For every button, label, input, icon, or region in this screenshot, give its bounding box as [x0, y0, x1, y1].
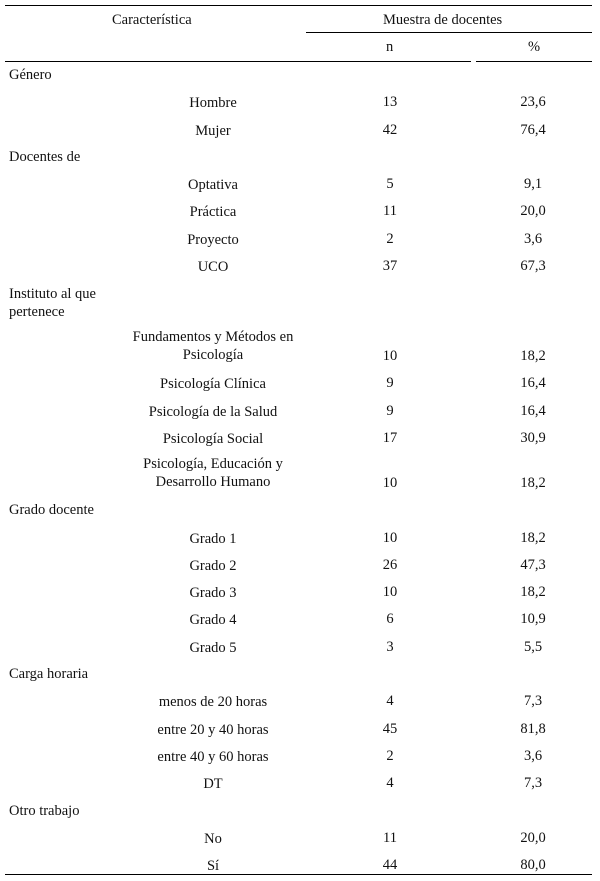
header-bottom-rule-right [476, 61, 592, 62]
percent-cell: 81,8 [520, 720, 546, 737]
table-row [0, 580, 600, 607]
percent-cell: 10,9 [520, 611, 546, 628]
category-label: Instituto al que pertenece [9, 286, 96, 321]
subcategory-label: Fundamentos y Métodos en Psicología [132, 329, 294, 364]
category-row [0, 63, 600, 90]
subcategory-label: Grado 2 [189, 557, 237, 574]
category-row [0, 145, 600, 172]
count-cell: 11 [383, 829, 397, 846]
count-cell: 13 [382, 94, 398, 111]
header-n: n [386, 39, 394, 55]
category-label: Grado docente [9, 502, 94, 519]
count-cell: 2 [386, 747, 394, 764]
percent-cell: 20,0 [520, 829, 546, 846]
subcategory-label: Sí [206, 858, 220, 875]
header-pct: % [528, 39, 541, 55]
count-cell: 2 [386, 230, 394, 247]
percent-cell: 23,6 [520, 94, 546, 111]
subcategory-label: UCO [197, 259, 229, 276]
table-row [0, 426, 600, 453]
category-row [0, 662, 600, 689]
category-label: Carga horaria [9, 666, 89, 683]
percent-cell: 20,0 [520, 203, 546, 220]
percent-cell: 5,5 [523, 638, 543, 655]
subcategory-label: Psicología Clínica [160, 376, 266, 393]
percent-cell: 18,2 [520, 348, 546, 365]
percent-cell: 16,4 [520, 402, 546, 419]
table-row [0, 453, 600, 498]
percent-cell: 16,4 [520, 375, 546, 392]
table-row [0, 553, 600, 580]
subcategory-label: Grado 1 [189, 530, 237, 547]
percent-cell: 76,4 [520, 121, 546, 138]
percent-cell: 67,3 [520, 258, 546, 275]
table-row [0, 526, 600, 553]
table-row [0, 635, 600, 662]
count-cell: 4 [386, 775, 394, 792]
count-cell: 10 [382, 584, 398, 601]
header-bottom-rule-left [5, 61, 471, 62]
count-cell: 6 [386, 611, 394, 628]
category-label: Otro trabajo [9, 802, 80, 819]
subcategory-label: Psicología de la Salud [148, 403, 278, 420]
percent-cell: 47,3 [520, 556, 546, 573]
subcategory-label: menos de 20 horas [158, 694, 268, 711]
header-characteristic: Característica [112, 12, 192, 28]
count-cell: 9 [386, 402, 394, 419]
subcategory-label: entre 40 y 60 horas [157, 748, 269, 765]
table-row [0, 227, 600, 254]
count-cell: 26 [382, 556, 398, 573]
count-cell: 45 [382, 720, 398, 737]
table-row [0, 771, 600, 798]
table-top-rule [5, 5, 592, 6]
count-cell: 17 [382, 429, 398, 446]
subcategory-label: entre 20 y 40 horas [157, 721, 269, 738]
table-row [0, 254, 600, 281]
table-row [0, 172, 600, 199]
count-cell: 4 [386, 693, 394, 710]
count-cell: 44 [382, 857, 398, 874]
count-cell: 37 [382, 258, 398, 275]
percent-cell: 7,3 [523, 775, 543, 792]
table-row [0, 607, 600, 634]
count-cell: 3 [386, 638, 394, 655]
table-row [0, 853, 600, 880]
subcategory-label: Práctica [189, 204, 237, 221]
category-label: Docentes de [9, 148, 81, 165]
percent-cell: 9,1 [523, 176, 543, 193]
table-row [0, 326, 600, 371]
count-cell: 9 [386, 375, 394, 392]
table-row [0, 744, 600, 771]
category-label: Género [9, 67, 52, 83]
sample-group-rule [306, 32, 592, 33]
percent-cell: 3,6 [523, 230, 543, 247]
table-row [0, 689, 600, 716]
header-sample: Muestra de docentes [383, 12, 503, 28]
subcategory-label: Grado 5 [189, 639, 237, 656]
category-row [0, 281, 600, 326]
count-cell: 11 [383, 203, 397, 220]
category-row [0, 498, 600, 525]
table-row [0, 199, 600, 226]
percent-cell: 7,3 [523, 693, 543, 710]
percent-cell: 18,2 [520, 475, 546, 492]
table-row [0, 90, 600, 117]
count-cell: 5 [386, 176, 394, 193]
percent-cell: 18,2 [520, 584, 546, 601]
subcategory-label: No [204, 830, 222, 847]
table-body [0, 63, 600, 880]
table-row [0, 399, 600, 426]
percent-cell: 18,2 [520, 529, 546, 546]
subcategory-label: Psicología, Educación y Desarrollo Humano [143, 456, 283, 491]
subcategory-label: Psicología Social [162, 430, 264, 447]
subcategory-label: DT [203, 776, 223, 793]
category-row [0, 799, 600, 826]
count-cell: 10 [382, 529, 398, 546]
table-row [0, 118, 600, 145]
subcategory-label: Grado 4 [189, 612, 237, 629]
subcategory-label: Proyecto [187, 231, 239, 248]
subcategory-label: Grado 3 [189, 585, 237, 602]
subcategory-label: Optativa [188, 177, 238, 194]
table-row [0, 717, 600, 744]
subcategory-label: Hombre [189, 95, 237, 112]
count-cell: 42 [382, 121, 398, 138]
percent-cell: 30,9 [520, 429, 546, 446]
percent-cell: 80,0 [520, 857, 546, 874]
table-row [0, 826, 600, 853]
percent-cell: 3,6 [523, 747, 543, 764]
table-row [0, 371, 600, 398]
count-cell: 10 [382, 348, 398, 365]
count-cell: 10 [382, 475, 398, 492]
subcategory-label: Mujer [195, 122, 231, 139]
